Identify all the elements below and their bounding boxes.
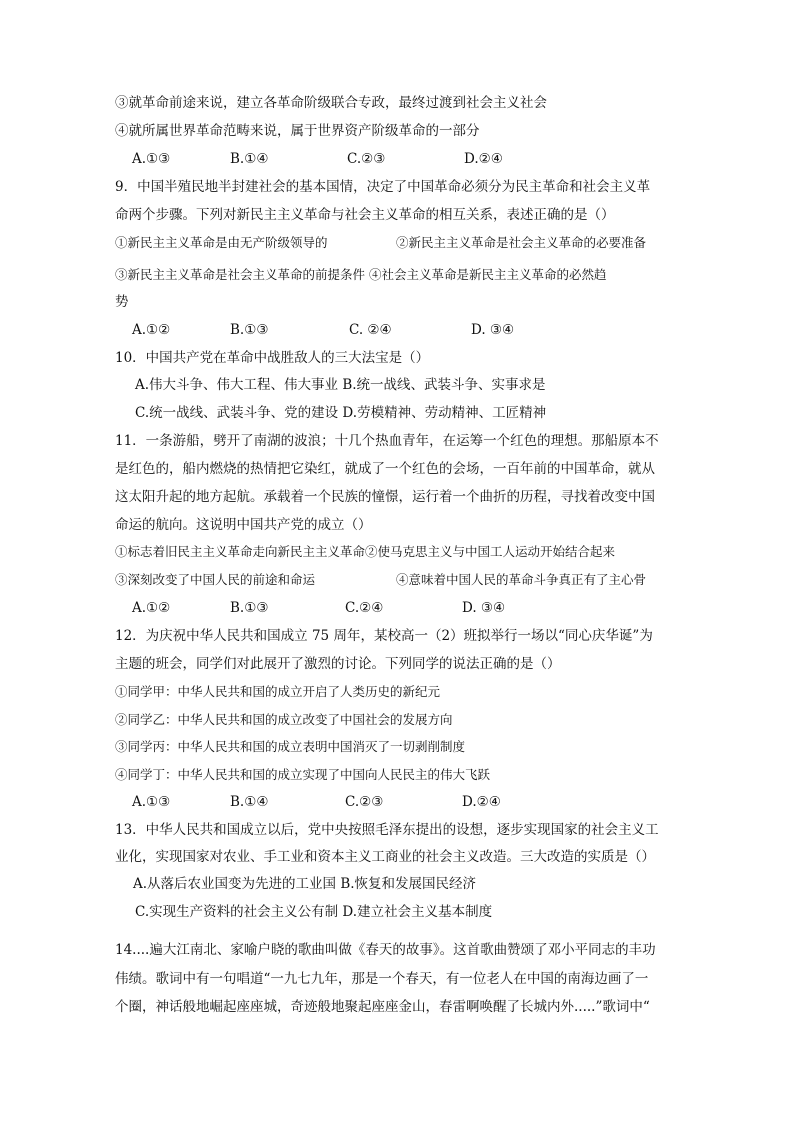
- q13-options-cd[interactable]: C.实现生产资料的社会主义公有制 D.建立社会主义基本制度: [135, 904, 493, 920]
- q11-option-c[interactable]: C.②④: [345, 600, 384, 616]
- q12-stem-line-2: 主题的班会，同学们对此展开了激烈的讨论。下列同学的说法正确的是（）: [115, 656, 561, 672]
- q9-statement-4-wrap: 势: [115, 294, 129, 310]
- q12-option-c[interactable]: C.②③: [345, 794, 384, 810]
- q11-option-b[interactable]: B.①③: [230, 600, 269, 616]
- q10-stem: 10．中国共产党在革命中战胜敌人的三大法宝是（）: [115, 350, 430, 366]
- q13-stem-line-1: 13．中华人民共和国成立以后，党中央按照毛泽东提出的设想，逐步实现国家的社会主义工: [115, 822, 659, 838]
- q12-statement-1: ①同学甲：中华人民共和国的成立开启了人类历史的新纪元: [115, 684, 441, 699]
- q8-option-a[interactable]: A.①③: [132, 151, 171, 167]
- q13-options-ab[interactable]: A.从落后农业国变为先进的工业国 B.恢复和发展国民经济: [133, 876, 477, 892]
- q12-stem-line-1: 12．为庆祝中华人民共和国成立 75 周年，某校高一（2）班拟举行一场以“同心庆华诞”为: [115, 628, 653, 644]
- q12-statement-4: ④同学丁：中华人民共和国的成立实现了中国向人民民主的伟大飞跃: [115, 767, 491, 782]
- q11-statement-4: ④意味着中国人民的革命斗争真正有了主心骨: [396, 572, 647, 587]
- q8-statement-3: ③就革命前途来说，建立各革命阶级联合专政，最终过渡到社会主义社会: [115, 95, 547, 111]
- q13-stem-line-2: 业化，实现国家对农业、手工业和资本主义工商业的社会主义改造。三大改造的实质是（）: [115, 849, 655, 865]
- q12-option-a[interactable]: A.①③: [132, 794, 171, 810]
- q14-stem-line-3: 个圈，神话般地崛起座座城，奇迹般地聚起座座金山，春雷啊唤醒了长城内外.....”歌词中“: [115, 999, 650, 1015]
- q11-stem-line-4: 命运的航向。这说明中国共产党的成立（）: [115, 517, 372, 533]
- q8-option-b[interactable]: B.①④: [230, 151, 269, 167]
- q11-stem-line-3: 这太阳升起的地方起航。承载着一个民族的憧憬，运行着一个曲折的历程，寻找着改变中国: [115, 489, 655, 505]
- q11-option-d[interactable]: D. ③④: [462, 600, 506, 616]
- q9-statement-1: ①新民主主义革命是由无产阶级领导的: [115, 235, 328, 250]
- q9-option-d[interactable]: D. ③④: [471, 322, 515, 338]
- q12-statement-2: ②同学乙：中华人民共和国的成立改变了中国社会的发展方向: [115, 712, 453, 727]
- q11-option-a[interactable]: A.①②: [132, 600, 171, 616]
- q8-statement-4: ④就所属世界革命范畴来说，属于世界资产阶级革命的一部分: [115, 123, 480, 139]
- q11-stem-line-1: 11．一条游船，劈开了南湖的波浪；十几个热血青年，在运筹一个红色的理想。那船原本不: [115, 433, 659, 449]
- q9-stem-line-2: 命两个步骤。下列对新民主主义革命与社会主义革命的相互关系，表述正确的是（）: [115, 207, 615, 223]
- q10-options-ab[interactable]: A.伟大斗争、伟大工程、伟大事业 B.统一战线、武装斗争、实事求是: [135, 377, 546, 393]
- q8-option-c[interactable]: C.②③: [347, 151, 386, 167]
- q10-options-cd[interactable]: C.统一战线、武装斗争、党的建设 D.劳模精神、劳动精神、工匠精神: [135, 405, 547, 421]
- q14-stem-line-2: 伟绩。歌词中有一句唱道“一九七九年，那是一个春天，有一位老人在中国的南海边画了一: [115, 971, 649, 987]
- q9-statement-2: ②新民主主义革命是社会主义革命的必要准备: [396, 235, 647, 250]
- q9-option-c[interactable]: C. ②④: [349, 322, 392, 338]
- q12-option-d[interactable]: D.②④: [462, 794, 501, 810]
- q9-option-b[interactable]: B.①③: [230, 322, 269, 338]
- q9-stem-line-1: 9．中国半殖民地半封建社会的基本国情，决定了中国革命必须分为民主革命和社会主义革: [115, 179, 651, 195]
- q14-stem-line-1: 14....遍大江南北、家喻户晓的歌曲叫做《春天的故事》。这首歌曲赞颂了邓小平同志的丰功: [115, 942, 656, 958]
- q11-statement-3: ③深刻改变了中国人民的前途和命运: [115, 572, 316, 587]
- q11-statements-1-2: ①标志着旧民主主义革命走向新民主主义革命②使马克思主义与中国工人运动开始结合起来: [115, 544, 616, 559]
- q11-stem-line-2: 是红色的，船内燃烧的热情把它染红，就成了一个红色的会场，一百年前的中国革命，就从: [115, 461, 655, 477]
- q12-statement-3: ③同学丙：中华人民共和国的成立表明中国消灭了一切剥削制度: [115, 739, 466, 754]
- q12-option-b[interactable]: B.①④: [230, 794, 269, 810]
- q8-option-d[interactable]: D.②④: [464, 151, 503, 167]
- q9-statement-3-4: ③新民主主义革命是社会主义革命的前提条件 ④社会主义革命是新民主主义革命的必然趋: [115, 267, 607, 282]
- q9-option-a[interactable]: A.①②: [132, 322, 171, 338]
